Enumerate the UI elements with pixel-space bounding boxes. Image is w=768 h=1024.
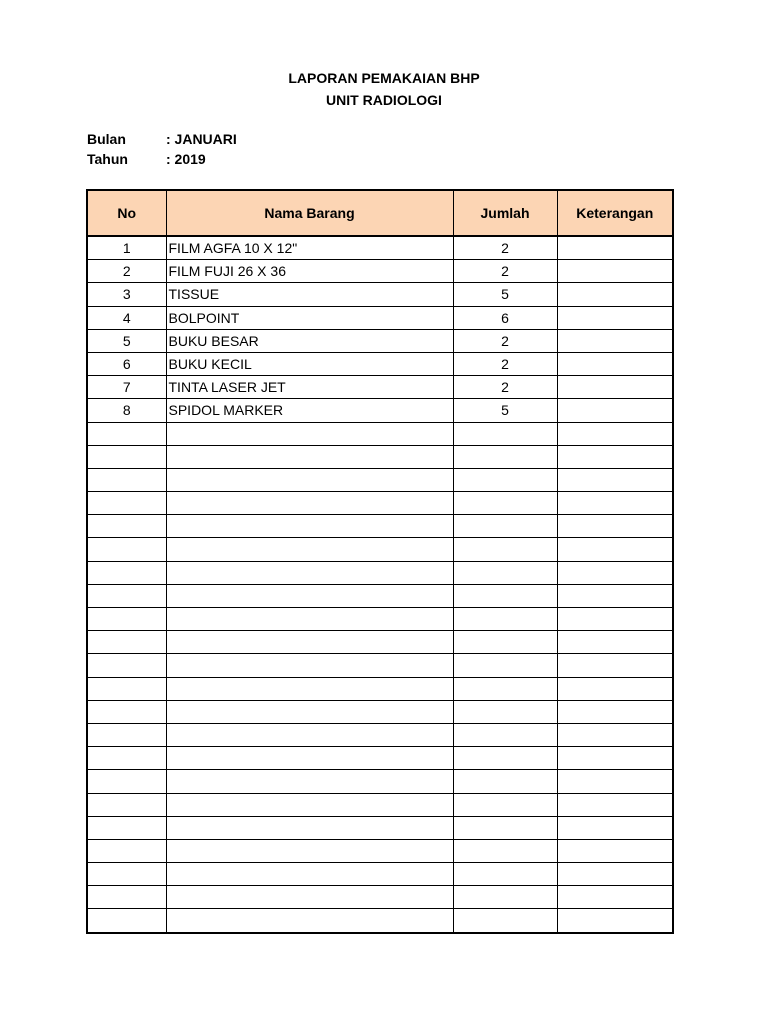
- table-row: [87, 376, 673, 399]
- cell-nama-barang[interactable]: [166, 538, 453, 561]
- table-row: [87, 352, 673, 375]
- cell-jumlah[interactable]: [453, 538, 557, 561]
- table-row: [87, 863, 673, 886]
- cell-jumlah[interactable]: [453, 468, 557, 491]
- cell-jumlah[interactable]: [453, 723, 557, 746]
- cell-nama-barang[interactable]: [166, 492, 453, 515]
- bulan-label: Bulan: [87, 131, 126, 147]
- cell-keterangan[interactable]: [557, 399, 673, 422]
- cell-nama-barang[interactable]: [166, 747, 453, 770]
- cell-no[interactable]: [87, 863, 166, 886]
- cell-nama-barang[interactable]: TISSUE: [166, 283, 453, 306]
- cell-nama-barang[interactable]: [166, 770, 453, 793]
- table-row: [87, 561, 673, 584]
- table-row: [87, 723, 673, 746]
- cell-keterangan[interactable]: [557, 492, 673, 515]
- cell-keterangan[interactable]: [557, 445, 673, 468]
- table-row: [87, 445, 673, 468]
- cell-keterangan[interactable]: [557, 723, 673, 746]
- cell-jumlah[interactable]: 2: [453, 260, 557, 283]
- cell-no[interactable]: [87, 445, 166, 468]
- table-row: [87, 816, 673, 839]
- cell-keterangan[interactable]: [557, 747, 673, 770]
- cell-jumlah[interactable]: [453, 422, 557, 445]
- cell-nama-barang[interactable]: [166, 515, 453, 538]
- cell-nama-barang[interactable]: [166, 445, 453, 468]
- cell-keterangan[interactable]: [557, 863, 673, 886]
- cell-no[interactable]: [87, 747, 166, 770]
- cell-nama-barang[interactable]: [166, 839, 453, 862]
- cell-keterangan[interactable]: [557, 909, 673, 933]
- cell-nama-barang[interactable]: [166, 561, 453, 584]
- cell-keterangan[interactable]: [557, 260, 673, 283]
- cell-no[interactable]: [87, 492, 166, 515]
- cell-keterangan[interactable]: [557, 352, 673, 375]
- table-row: [87, 260, 673, 283]
- cell-keterangan[interactable]: [557, 631, 673, 654]
- cell-no[interactable]: [87, 886, 166, 909]
- table-row: [87, 793, 673, 816]
- cell-jumlah[interactable]: [453, 747, 557, 770]
- cell-no[interactable]: [87, 677, 166, 700]
- cell-nama-barang[interactable]: BUKU KECIL: [166, 352, 453, 375]
- column-header-nama-barang: Nama Barang: [166, 190, 453, 236]
- cell-jumlah[interactable]: [453, 700, 557, 723]
- cell-jumlah[interactable]: 2: [453, 376, 557, 399]
- cell-jumlah[interactable]: [453, 654, 557, 677]
- table-row: [87, 700, 673, 723]
- table-row: [87, 283, 673, 306]
- column-header-keterangan: Keterangan: [557, 190, 673, 236]
- cell-keterangan[interactable]: [557, 283, 673, 306]
- cell-keterangan[interactable]: [557, 538, 673, 561]
- cell-no[interactable]: 8: [87, 399, 166, 422]
- cell-jumlah[interactable]: [453, 909, 557, 933]
- cell-keterangan[interactable]: [557, 236, 673, 260]
- column-header-jumlah: Jumlah: [453, 190, 557, 236]
- tahun-row: [87, 151, 206, 167]
- cell-jumlah[interactable]: [453, 863, 557, 886]
- cell-jumlah[interactable]: [453, 445, 557, 468]
- cell-nama-barang[interactable]: [166, 886, 453, 909]
- table-row: [87, 747, 673, 770]
- cell-nama-barang[interactable]: BOLPOINT: [166, 306, 453, 329]
- cell-jumlah[interactable]: [453, 492, 557, 515]
- cell-keterangan[interactable]: [557, 422, 673, 445]
- cell-jumlah[interactable]: [453, 561, 557, 584]
- cell-jumlah[interactable]: [453, 793, 557, 816]
- table-row: [87, 909, 673, 933]
- table-row: [87, 584, 673, 607]
- cell-no[interactable]: 5: [87, 329, 166, 352]
- cell-keterangan[interactable]: [557, 376, 673, 399]
- cell-no[interactable]: 3: [87, 283, 166, 306]
- cell-no[interactable]: [87, 909, 166, 933]
- cell-no[interactable]: [87, 422, 166, 445]
- cell-nama-barang[interactable]: [166, 654, 453, 677]
- cell-jumlah[interactable]: 2: [453, 329, 557, 352]
- cell-no[interactable]: [87, 700, 166, 723]
- table-row: [87, 515, 673, 538]
- cell-keterangan[interactable]: [557, 329, 673, 352]
- cell-no[interactable]: [87, 654, 166, 677]
- cell-no[interactable]: [87, 608, 166, 631]
- report-title: LAPORAN PEMAKAIAN BHP: [288, 70, 480, 86]
- cell-nama-barang[interactable]: [166, 468, 453, 491]
- cell-nama-barang[interactable]: FILM AGFA 10 X 12": [166, 236, 453, 260]
- cell-keterangan[interactable]: [557, 561, 673, 584]
- cell-no[interactable]: [87, 770, 166, 793]
- cell-no[interactable]: 4: [87, 306, 166, 329]
- bulan-row: [87, 131, 237, 147]
- cell-keterangan[interactable]: [557, 700, 673, 723]
- table-row: [87, 677, 673, 700]
- cell-nama-barang[interactable]: [166, 700, 453, 723]
- cell-nama-barang[interactable]: [166, 677, 453, 700]
- table-row: [87, 538, 673, 561]
- cell-keterangan[interactable]: [557, 839, 673, 862]
- cell-no[interactable]: [87, 793, 166, 816]
- cell-keterangan[interactable]: [557, 886, 673, 909]
- cell-nama-barang[interactable]: SPIDOL MARKER: [166, 399, 453, 422]
- cell-jumlah[interactable]: [453, 886, 557, 909]
- tahun-value: : 2019: [166, 151, 206, 167]
- cell-no[interactable]: [87, 839, 166, 862]
- cell-nama-barang[interactable]: [166, 793, 453, 816]
- cell-no[interactable]: [87, 584, 166, 607]
- table-row: [87, 468, 673, 491]
- cell-jumlah[interactable]: [453, 631, 557, 654]
- cell-jumlah[interactable]: [453, 770, 557, 793]
- table-row: [87, 306, 673, 329]
- cell-keterangan[interactable]: [557, 515, 673, 538]
- cell-no[interactable]: [87, 723, 166, 746]
- bulan-value: : JANUARI: [166, 131, 237, 147]
- cell-jumlah[interactable]: 5: [453, 283, 557, 306]
- usage-table: [86, 189, 674, 934]
- cell-nama-barang[interactable]: TINTA LASER JET: [166, 376, 453, 399]
- table-row: [87, 492, 673, 515]
- cell-no[interactable]: 6: [87, 352, 166, 375]
- cell-keterangan[interactable]: [557, 584, 673, 607]
- table-row: [87, 236, 673, 260]
- table-header-row: [87, 190, 673, 236]
- cell-no[interactable]: [87, 561, 166, 584]
- cell-nama-barang[interactable]: [166, 816, 453, 839]
- table-row: [87, 422, 673, 445]
- cell-nama-barang[interactable]: [166, 422, 453, 445]
- cell-jumlah[interactable]: [453, 515, 557, 538]
- table-row: [87, 654, 673, 677]
- cell-jumlah[interactable]: [453, 584, 557, 607]
- cell-keterangan[interactable]: [557, 770, 673, 793]
- cell-jumlah[interactable]: 2: [453, 236, 557, 260]
- table-row: [87, 329, 673, 352]
- table-row: [87, 886, 673, 909]
- table-row: [87, 631, 673, 654]
- tahun-label: Tahun: [87, 151, 128, 167]
- cell-nama-barang[interactable]: [166, 584, 453, 607]
- cell-jumlah[interactable]: [453, 816, 557, 839]
- cell-no[interactable]: [87, 538, 166, 561]
- cell-no[interactable]: [87, 515, 166, 538]
- table-row: [87, 608, 673, 631]
- cell-keterangan[interactable]: [557, 816, 673, 839]
- table-row: [87, 770, 673, 793]
- cell-no[interactable]: 2: [87, 260, 166, 283]
- cell-keterangan[interactable]: [557, 608, 673, 631]
- cell-nama-barang[interactable]: [166, 608, 453, 631]
- cell-nama-barang[interactable]: [166, 723, 453, 746]
- table-row: [87, 839, 673, 862]
- report-subtitle: UNIT RADIOLOGI: [326, 92, 442, 108]
- cell-nama-barang[interactable]: FILM FUJI 26 X 36: [166, 260, 453, 283]
- cell-jumlah[interactable]: [453, 677, 557, 700]
- cell-keterangan[interactable]: [557, 793, 673, 816]
- cell-nama-barang[interactable]: [166, 909, 453, 933]
- cell-no[interactable]: [87, 816, 166, 839]
- cell-jumlah[interactable]: 2: [453, 352, 557, 375]
- cell-nama-barang[interactable]: [166, 631, 453, 654]
- cell-no[interactable]: [87, 468, 166, 491]
- cell-no[interactable]: 7: [87, 376, 166, 399]
- cell-no[interactable]: 1: [87, 236, 166, 260]
- cell-keterangan[interactable]: [557, 468, 673, 491]
- cell-jumlah[interactable]: [453, 839, 557, 862]
- cell-nama-barang[interactable]: [166, 863, 453, 886]
- cell-jumlah[interactable]: [453, 608, 557, 631]
- cell-nama-barang[interactable]: BUKU BESAR: [166, 329, 453, 352]
- cell-keterangan[interactable]: [557, 306, 673, 329]
- cell-no[interactable]: [87, 631, 166, 654]
- cell-jumlah[interactable]: 5: [453, 399, 557, 422]
- cell-jumlah[interactable]: 6: [453, 306, 557, 329]
- table-row: [87, 399, 673, 422]
- cell-keterangan[interactable]: [557, 677, 673, 700]
- column-header-no: No: [87, 190, 166, 236]
- cell-keterangan[interactable]: [557, 654, 673, 677]
